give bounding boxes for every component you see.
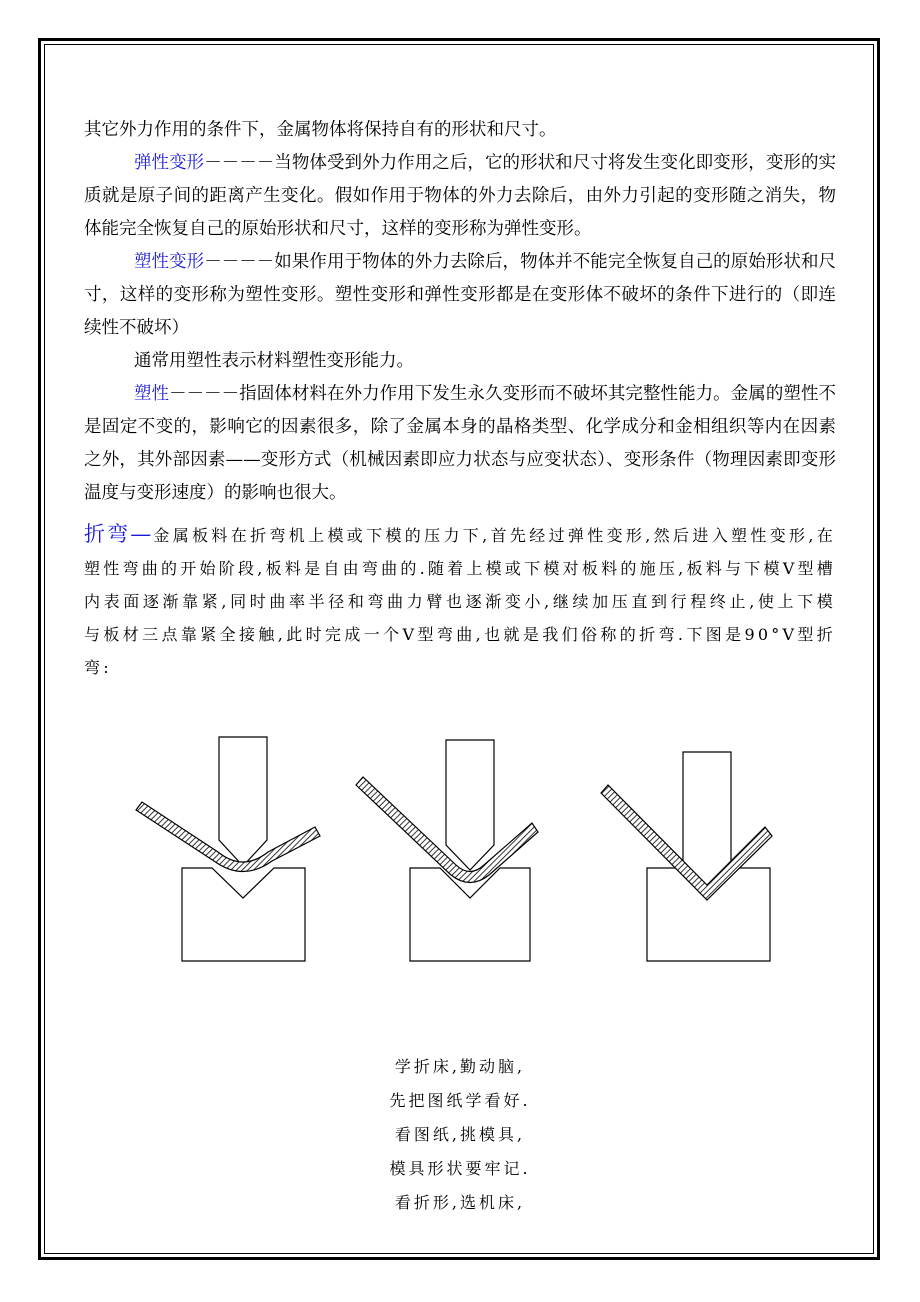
paragraph-bending xyxy=(84,518,836,684)
plastic-deformation-text: 如果作用于物体的外力去除后，物体并不能完全恢复自己的原始形状和尺寸，这样的变形称为塑性变形。塑性变形和弹性变形都是在变形体不破坏的条件下进行的（即连续性不破坏） xyxy=(84,252,837,338)
term-dash: －－－－ xyxy=(169,384,240,404)
upper-punch xyxy=(219,737,267,866)
poem-line: 先把图纸学看好. xyxy=(389,1091,531,1110)
elastic-deformation-text: 当物体受到外力作用之后，它的形状和尺寸将发生变化即变形，变形的实质就是原子间的距离产生变化。假如作用于物体的外力去除后，由外力引起的变形随之消失，物体能完全恢复自己的原始形状和尺寸，这样的变形称为弹性变形。 xyxy=(84,153,837,239)
term-dash: －－－－ xyxy=(204,153,275,173)
paragraph-plasticity-note: 通常用塑性表示材料塑性变形能力。 xyxy=(134,351,414,371)
term-elastic-deformation: 弹性变形 xyxy=(134,153,205,173)
bend-stage-initial xyxy=(136,737,320,961)
plasticity-text: 指固体材料在外力作用下发生永久变形而不破坏其完整性能力。金属的塑性不是固定不变的，影响它的因素很多，除了金属本身的晶格类型、化学成分和金相组织等内在因素之外，其外部因素——变形方式（机械因素即应力状态与应变状态）、变形条件（物理因素即变形温度与变形速度）的影响也很大。 xyxy=(84,384,837,503)
paragraph-plastic-deformation xyxy=(84,246,836,345)
bend-stage-intermediate xyxy=(356,740,538,961)
lower-die xyxy=(182,868,305,961)
v-bending-diagram xyxy=(120,720,800,980)
term-dash: －－－－ xyxy=(204,252,275,272)
term-plasticity: 塑性 xyxy=(134,384,170,404)
poem-line: 模具形状要牢记. xyxy=(389,1159,531,1178)
poem xyxy=(300,1050,620,1220)
paragraph-intro: 其它外力作用的条件下，金属物体将保持自有的形状和尺寸。 xyxy=(84,120,557,140)
paragraph-plasticity xyxy=(84,378,836,510)
poem-line: 学折床,勤动脑, xyxy=(394,1057,526,1076)
paragraph-elastic-deformation xyxy=(84,147,836,246)
upper-punch xyxy=(446,740,494,870)
document-body xyxy=(84,114,836,684)
bending-text: 金属板料在折弯机上模或下模的压力下,首先经过弹性变形,然后进入塑性变形,在塑性弯曲的开始阶段,板料是自由弯曲的.随着上模或下模对板料的施压,板料与下模V型槽内表面逐渐靠紧,同时曲率半径和弯曲力臂也逐渐变小,继续加压直到行程终止,使上下模与板材三点靠紧全接触,此时完成一个V型弯曲,也就是我们俗称的折弯.下图是90°V型折弯: xyxy=(84,526,836,677)
bend-stage-final xyxy=(601,752,772,961)
term-bending: 折弯— xyxy=(84,522,154,546)
term-plastic-deformation: 塑性变形 xyxy=(134,252,205,272)
poem-line: 看折形,选机床, xyxy=(394,1193,526,1212)
poem-line: 看图纸,挑模具, xyxy=(394,1125,526,1144)
